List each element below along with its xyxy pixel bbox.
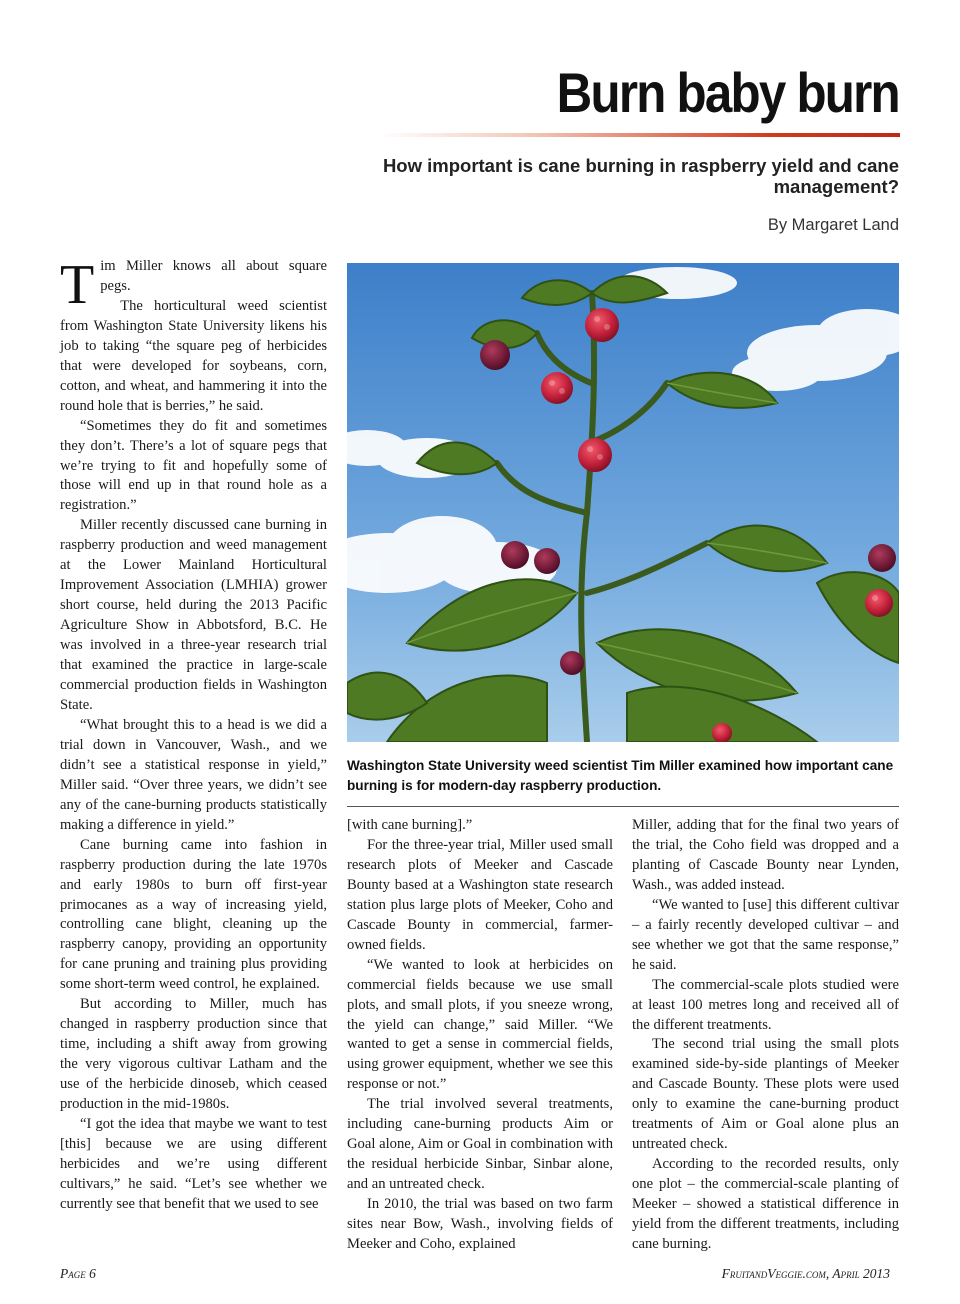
paragraph: Miller recently discussed cane burning in raspberry production and weed management at the Lower Mainland Horticultural Improvement Association (LMHIA) grower short course, held during the 2013 Pacific Agriculture Show in Abbotsford, B.C. He was involved in a three-year research trial that examined the practice in large-scale commercial production fields in Washington State. [60,517,327,713]
paragraph: In 2010, the trial was based on two farm sites near Bow, Wash., involving fields of Meeker and Coho, explained [347,1196,613,1253]
paragraph: [with cane burning].” [347,817,473,833]
publication-footer: FruitandVeggie.com, April 2013 [721,1266,890,1281]
paragraph: “We wanted to look at herbicides on commercial fields because we use small plots, and small plots, if you sneeze wrong, the yield can change,” said Miller. “We wanted to get a sense in commercial fields, using grower equipment, whether we see this response or not.” [347,956,613,1093]
photo-caption: Washington State University weed scientist Tim Miller examined how important cane burning is for modern-day raspberry production. [347,758,894,793]
paragraph: The trial involved several treatments, including cane-burning products Aim or Goal alone, Aim or Goal in combination with the residual herbicide Sinbar, Sinbar alone, and an untreated check. [347,1096,613,1193]
article-column-3 [632,816,899,1255]
page-number: Page 6 [60,1266,96,1281]
article-column-2 [347,816,613,1255]
paragraph: Cane burning came into fashion in raspberry production during the late 1970s and early 1980s to burn off first-year primocanes as a way of increasing yield, controlling cane blight, cleaning up the raspberry canopy, providing an opportunity for cane pruning and training plus providing some short-term weed control, he explained. [60,836,327,993]
paragraph: “Sometimes they do fit and sometimes they don’t. There’s a lot of square pegs that we’re trying to fit and hopefully some of those will end up in that round hole as a registration.” [60,417,327,514]
byline: By Margaret Land [767,216,899,234]
paragraph: Tim Miller knows all about square pegs. [60,254,327,316]
drop-cap: T [60,254,95,316]
paragraph: But according to Miller, much has changed in raspberry production since that time, including a shift away from growing the very vigorous cultivar Latham and the use of the herbicide dinoseb, which ceased production in the mid-1980s. [60,996,327,1113]
paragraph: For the three-year trial, Miller used small research plots of Meeker and Cascade Bounty based at a Washington state research station plus large plots of Meeker, Coho and Cascade Bounty in commercial, farmer-owned fields. [347,836,613,953]
paragraph: The second trial using the small plots examined side-by-side plantings of Meeker and Cascade Bounty. These plots were used only to examine the cane-burning product treatments of Aim or Goal alone plus an untreated check. [632,1036,899,1153]
article-title: Burn baby burn [556,61,899,124]
raspberry-photo [347,263,899,742]
paragraph: According to the recorded results, only one plot – the commercial-scale planting of Meeker – showed a statistical difference in yield from the different treatments, including cane burning. [632,1156,899,1253]
article-subtitle: How important is cane burning in raspberry yield and cane management? [382,155,899,197]
paragraph: “I got the idea that maybe we want to test [this] because we are using different herbicides and we’re using different cultivars,” he said. “Let’s see whether we currently see that benefit that we used to see [60,1115,327,1212]
title-rule [380,133,900,137]
article-column-1 [60,254,327,1215]
paragraph: The commercial-scale plots studied were at least 100 metres long and received all of the different treatments. [632,976,899,1033]
paragraph: Miller, adding that for the final two years of the trial, the Coho field was dropped and a planting of Cascade Bounty near Lynden, Wash., was added instead. [632,817,899,893]
paragraph: The horticultural weed scientist from Washington State University likens his job to taking “the square peg of herbicides that were developed for soybeans, corn, cotton, and wheat, and hammering it into the round hole that is berries,” he said. [60,297,327,414]
caption-divider [347,806,899,807]
paragraph: “What brought this to a head is we did a trial down in Vancouver, Wash., and we didn’t see a statistical response in yield,” Miller said. “Over three years, we didn’t see any of the cane-burning products statistically making a difference in yield.” [60,716,327,833]
paragraph: “We wanted to [use] this different cultivar – a fairly recently developed cultivar – and see whether we got that the same response,” he said. [632,896,899,973]
